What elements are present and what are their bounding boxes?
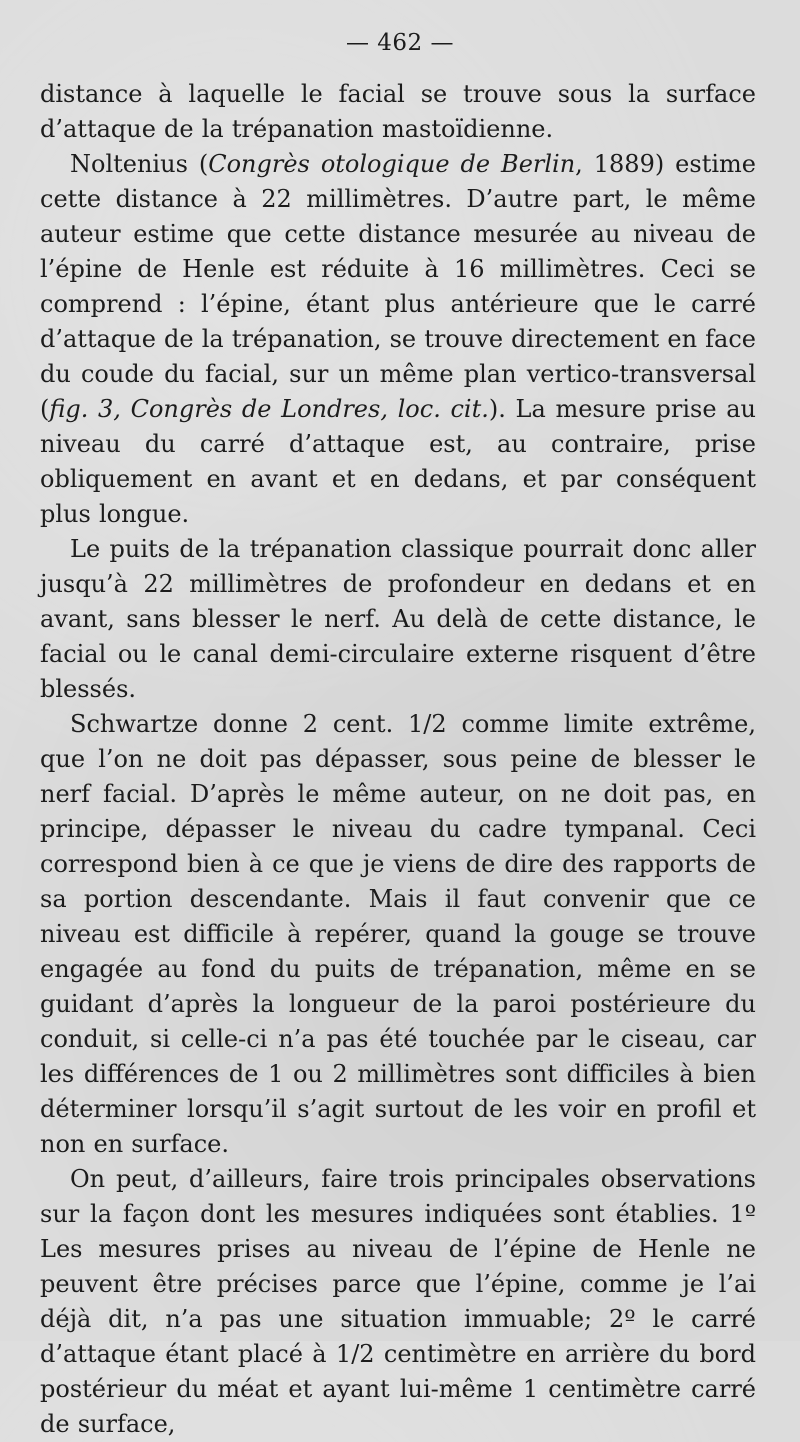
citation-title: Congrès otologique de Berlin: [208, 150, 576, 178]
paragraph-text: , 1889) estime cette distance à 22 millimètres. D’autre part, le même auteur estime que cette distance mesurée au niveau de l’épine de Henle est réduite à 16 millimètres. Ceci se comprend : l’épine, étant plus antérieure que le carré d’attaque de la trépanation, se trouve directement en face du coude du facial, sur un même plan vertico-transversal (: [40, 150, 756, 423]
paragraph-observations: [40, 1162, 756, 1442]
paragraph-text: Le puits de la trépanation classique pourrait donc aller jusqu’à 22 millimètres de profondeur en dedans et en avant, sans blesser le nerf. Au delà de cette distance, le facial ou le canal demi-circulaire externe risquent d’être blessés.: [40, 535, 756, 703]
paragraph-continuation: [40, 77, 756, 147]
paragraph-noltenius: [40, 147, 756, 532]
page-number: — 462 —: [345, 30, 455, 56]
paragraph-text: ). La mesure prise au niveau du carré d’attaque est, au contraire, prise obliquement en avant et en dedans, et par conséquent plus longue.: [40, 395, 757, 528]
paragraph-trepanation: [40, 532, 756, 707]
paragraph-text: Noltenius (: [70, 150, 209, 178]
paragraph-schwartze: [40, 707, 756, 1162]
paragraph-text: distance à laquelle le facial se trouve sous la surface d’attaque de la trépanation mastoïdienne.: [40, 80, 756, 143]
paragraph-text: Schwartze donne 2 cent. 1/2 comme limite extrême, que l’on ne doit pas dépasser, sous peine de blesser le nerf facial. D’après le même auteur, on ne doit pas, en principe, dépasser le niveau du cadre tympanal. Ceci correspond bien à ce que je viens de dire des rapports de sa portion descendante. Mais il faut convenir que ce niveau est difficile à repérer, quand la gouge se trouve engagée au fond du puits de trépanation, même en se guidant d’après la longueur de la paroi postérieure du conduit, si celle-ci n’a pas été touchée par le ciseau, car les différences de 1 ou 2 millimètres sont difficiles à bien déterminer lorsqu’il s’agit surtout de les voir en profil et non en surface.: [40, 710, 756, 1158]
paragraph-text: On peut, d’ailleurs, faire trois principales observations sur la façon dont les mesures indiquées sont établies. 1º Les mesures prises au niveau de l’épine de Henle ne peuvent être précises parce que l’épine, comme je l’ai déjà dit, n’a pas une situation immuable; 2º le carré d’attaque étant placé à 1/2 centimètre en arrière du bord postérieur du méat et ayant lui-même 1 centimètre carré de surface,: [40, 1165, 756, 1438]
figure-reference: fig. 3, Congrès de Londres, loc. cit.: [49, 395, 489, 423]
body-text: [40, 77, 756, 1442]
